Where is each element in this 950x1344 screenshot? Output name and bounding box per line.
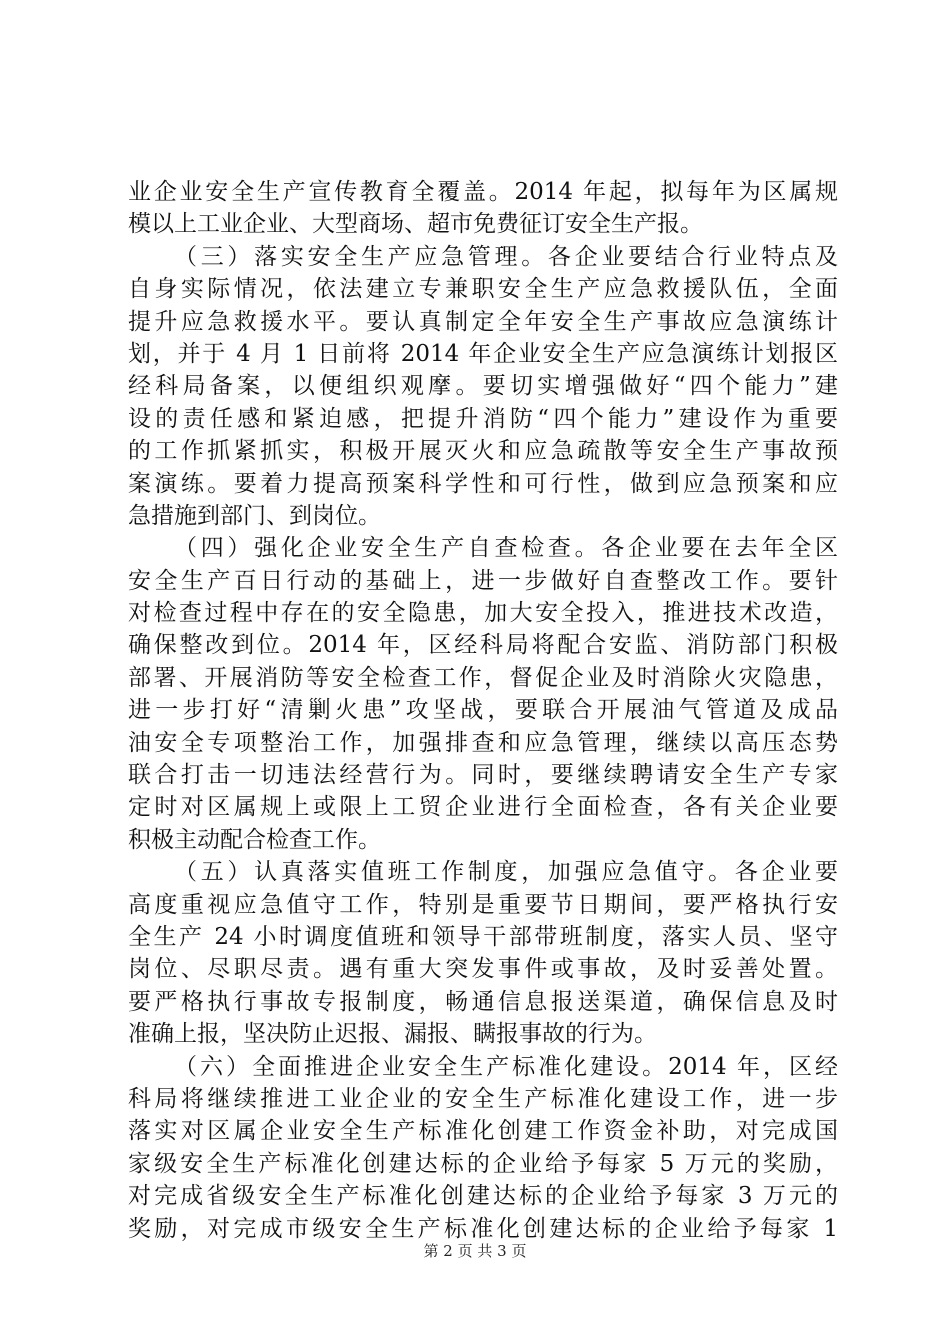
text-line: 奖励，对完成市级安全生产标准化创建达标的企业给予每家 1 bbox=[128, 1215, 838, 1242]
text-line: 对检查过程中存在的安全隐患，加大安全投入，推进技术改造， bbox=[128, 600, 838, 627]
text-line: （三）落实安全生产应急管理。各企业要结合行业特点及 bbox=[174, 243, 838, 270]
text-line: 科局将继续推进工业企业的安全生产标准化建设工作，进一步 bbox=[128, 1085, 838, 1112]
text-line: 联合打击一切违法经营行为。同时，要继续聘请安全生产专家 bbox=[128, 762, 838, 789]
text-line: （四）强化企业安全生产自查检查。各企业要在去年全区 bbox=[174, 535, 838, 562]
text-line: 提升应急救援水平。要认真制定全年安全生产事故应急演练计 bbox=[128, 308, 838, 335]
text-line: 对完成省级安全生产标准化创建达标的企业给予每家 3 万元的 bbox=[128, 1183, 838, 1210]
text-line: 模以上工业企业、大型商场、超市免费征订安全生产报。 bbox=[128, 211, 703, 238]
text-line: 设的责任感和紧迫感，把提升消防“四个能力”建设作为重要 bbox=[128, 405, 838, 432]
text-line: 部署、开展消防等安全检查工作，督促企业及时消除火灾隐患， bbox=[128, 664, 838, 691]
text-line: 的工作抓紧抓实，积极开展灭火和应急疏散等安全生产事故预 bbox=[128, 438, 838, 465]
text-line: 确保整改到位。2014 年，区经科局将配合安监、消防部门积极 bbox=[128, 632, 838, 659]
text-line: 进一步打好“清剿火患”攻坚战，要联合开展油气管道及成品 bbox=[128, 697, 838, 724]
text-line: 案演练。要着力提高预案科学性和可行性，做到应急预案和应 bbox=[128, 470, 838, 497]
text-line: 积极主动配合检查工作。 bbox=[128, 826, 381, 853]
text-line: （五）认真落实值班工作制度，加强应急值守。各企业要 bbox=[174, 859, 838, 886]
page-footer: 第 2 页 共 3 页 bbox=[423, 1242, 527, 1260]
text-line: （六）全面推进企业安全生产标准化建设。2014 年，区经 bbox=[174, 1053, 838, 1080]
text-line: 准确上报，坚决防止迟报、漏报、瞒报事故的行为。 bbox=[128, 1021, 657, 1048]
text-line: 要严格执行事故专报制度，畅通信息报送渠道，确保信息及时 bbox=[128, 988, 838, 1015]
text-line: 定时对区属规上或限上工贸企业进行全面检查，各有关企业要 bbox=[128, 794, 838, 821]
document-body bbox=[128, 176, 838, 1245]
text-line: 划，并于 4 月 1 日前将 2014 年企业安全生产应急演练计划报区 bbox=[128, 340, 838, 367]
text-line: 油安全专项整治工作，加强排查和应急管理，继续以高压态势 bbox=[128, 729, 838, 756]
text-line: 自身实际情况，依法建立专兼职安全生产应急救援队伍，全面 bbox=[128, 276, 838, 303]
text-line: 全生产 24 小时调度值班和领导干部带班制度，落实人员、坚守 bbox=[128, 923, 838, 950]
text-line: 急措施到部门、到岗位。 bbox=[128, 502, 381, 529]
text-line: 高度重视应急值守工作，特别是重要节日期间，要严格执行安 bbox=[128, 891, 838, 918]
text-line: 岗位、尽职尽责。遇有重大突发事件或事故，及时妥善处置。 bbox=[128, 956, 838, 983]
text-line: 业企业安全生产宣传教育全覆盖。2014 年起，拟每年为区属规 bbox=[128, 179, 838, 205]
text-line: 落实对区属企业安全生产标准化创建工作资金补助，对完成国 bbox=[128, 1118, 838, 1145]
text-line: 安全生产百日行动的基础上，进一步做好自查整改工作。要针 bbox=[128, 567, 838, 594]
text-line: 经科局备案，以便组织观摩。要切实增强做好“四个能力”建 bbox=[128, 373, 838, 400]
text-line: 家级安全生产标准化创建达标的企业给予每家 5 万元的奖励， bbox=[128, 1150, 838, 1177]
